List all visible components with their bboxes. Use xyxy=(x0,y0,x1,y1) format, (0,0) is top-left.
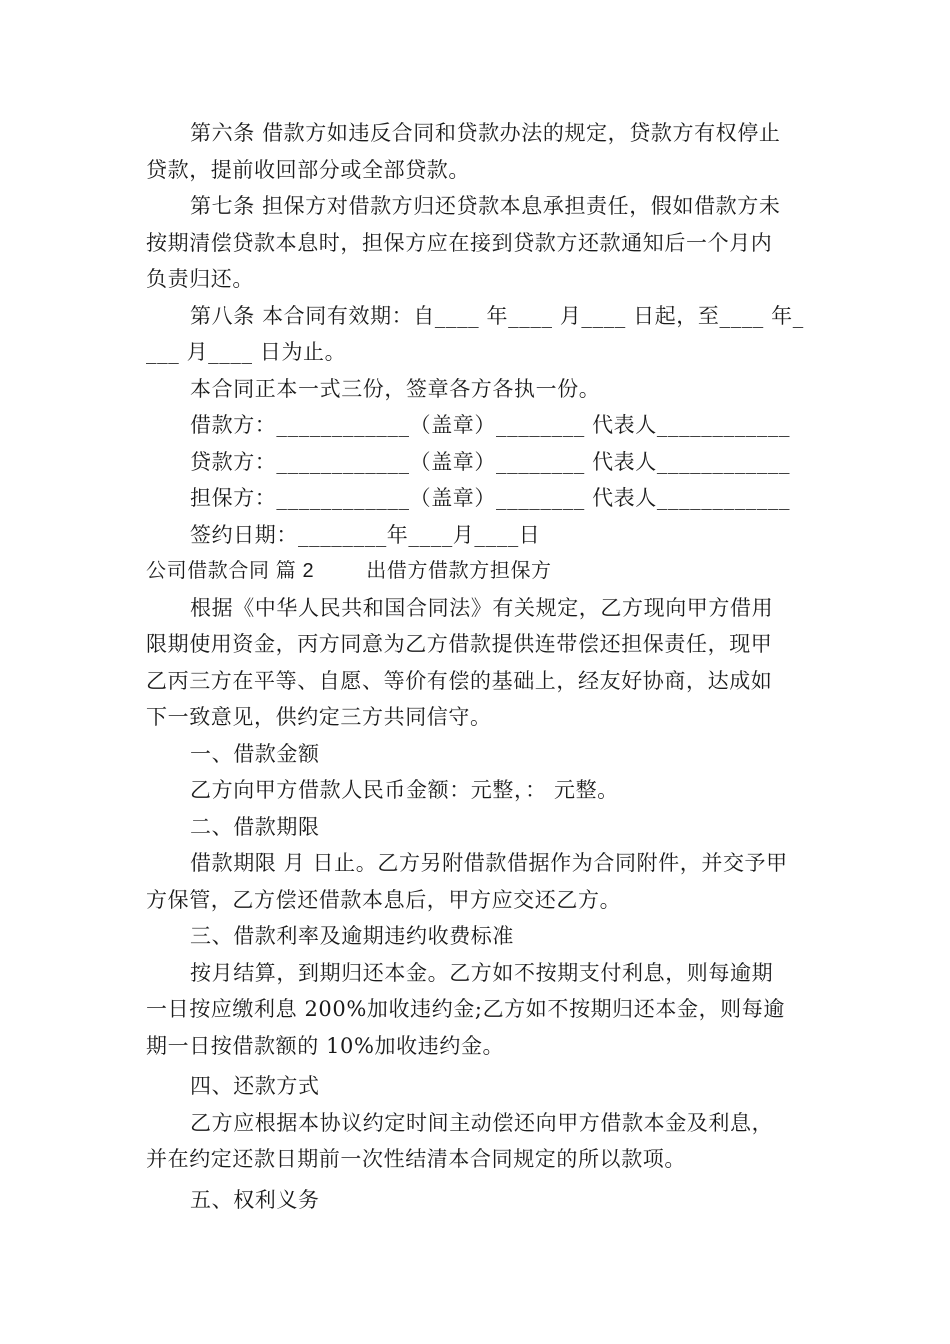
repayment-line-1: 乙方应根据本协议约定时间主动偿还向甲方借款本金及利息， xyxy=(190,1110,774,1135)
guarantor-signature-line: 担保方：____________（盖章）________ 代表人____________ xyxy=(190,486,791,510)
lender-signature-line: 贷款方：____________（盖章）________ 代表人____________ xyxy=(190,449,791,474)
heading-rights-obligations: 五、权利义务 xyxy=(190,1187,320,1212)
preamble-line-4: 下一致意见，供约定三方共同信守。 xyxy=(146,705,492,729)
section-title: 公司借款合同 篇 2 xyxy=(146,560,315,582)
clause-6-line-2: 贷款，提前收回部分或全部贷款。 xyxy=(146,157,470,182)
loan-amount-text: 乙方向甲方借款人民币金额：元整，： 元整。 xyxy=(190,778,619,802)
clause-8-line-1: 第八条 本合同有效期：自____ 年____ 月____ 日起，至____ 年_ xyxy=(190,303,804,328)
loan-term-line-1: 借款期限 月 日止。乙方另附借款借据作为合同附件，并交予甲 xyxy=(190,851,788,875)
preamble-line-3: 乙丙三方在平等、自愿、等价有偿的基础上，经友好协商，达成如 xyxy=(146,668,773,693)
preamble-line-2: 限期使用资金，丙方同意为乙方借款提供连带偿还担保责任，现甲 xyxy=(146,632,773,656)
heading-loan-amount: 一、借款金额 xyxy=(190,741,320,766)
preamble-line-1: 根据《中华人民共和国合同法》有关规定，乙方现向甲方借用 xyxy=(190,595,774,620)
clause-8-line-2: ___ 月____ 日为止。 xyxy=(146,340,347,364)
signing-date-line: 签约日期：________年____月____日 xyxy=(190,522,541,547)
heading-loan-term: 二、借款期限 xyxy=(190,814,320,839)
repayment-line-2: 并在约定还款日期前一次性结清本合同规定的所以款项。 xyxy=(146,1147,686,1171)
clause-6-line-1: 第六条 借款方如违反合同和贷款办法的规定，贷款方有权停止 xyxy=(190,121,781,145)
section-heading xyxy=(146,553,810,590)
clause-7-line-3: 负责归还。 xyxy=(146,267,254,291)
heading-interest: 三、借款利率及逾期违约收费标准 xyxy=(190,924,514,948)
heading-repayment: 四、还款方式 xyxy=(190,1074,320,1098)
interest-line-2: 一日按应缴利息 200%加收违约金;乙方如不按期归还本金，则每逾 xyxy=(146,997,785,1021)
clause-7-line-2: 按期清偿贷款本息时，担保方应在接到贷款方还款通知后一个月内 xyxy=(146,230,773,255)
document-page xyxy=(146,115,810,1218)
clause-7-line-1: 第七条 担保方对借款方归还贷款本息承担责任，假如借款方未 xyxy=(190,194,781,218)
copies-note: 本合同正本一式三份，签章各方各执一份。 xyxy=(190,376,601,401)
interest-line-3: 期一日按借款额的 10%加收违约金。 xyxy=(146,1033,505,1058)
section-parties: 出借方借款方担保方 xyxy=(366,560,552,582)
borrower-signature-line: 借款方：____________（盖章）________ 代表人____________ xyxy=(190,413,791,437)
loan-term-line-2: 方保管，乙方偿还借款本息后，甲方应交还乙方。 xyxy=(146,887,622,912)
interest-line-1: 按月结算，到期归还本金。乙方如不按期支付利息，则每逾期 xyxy=(190,960,774,985)
